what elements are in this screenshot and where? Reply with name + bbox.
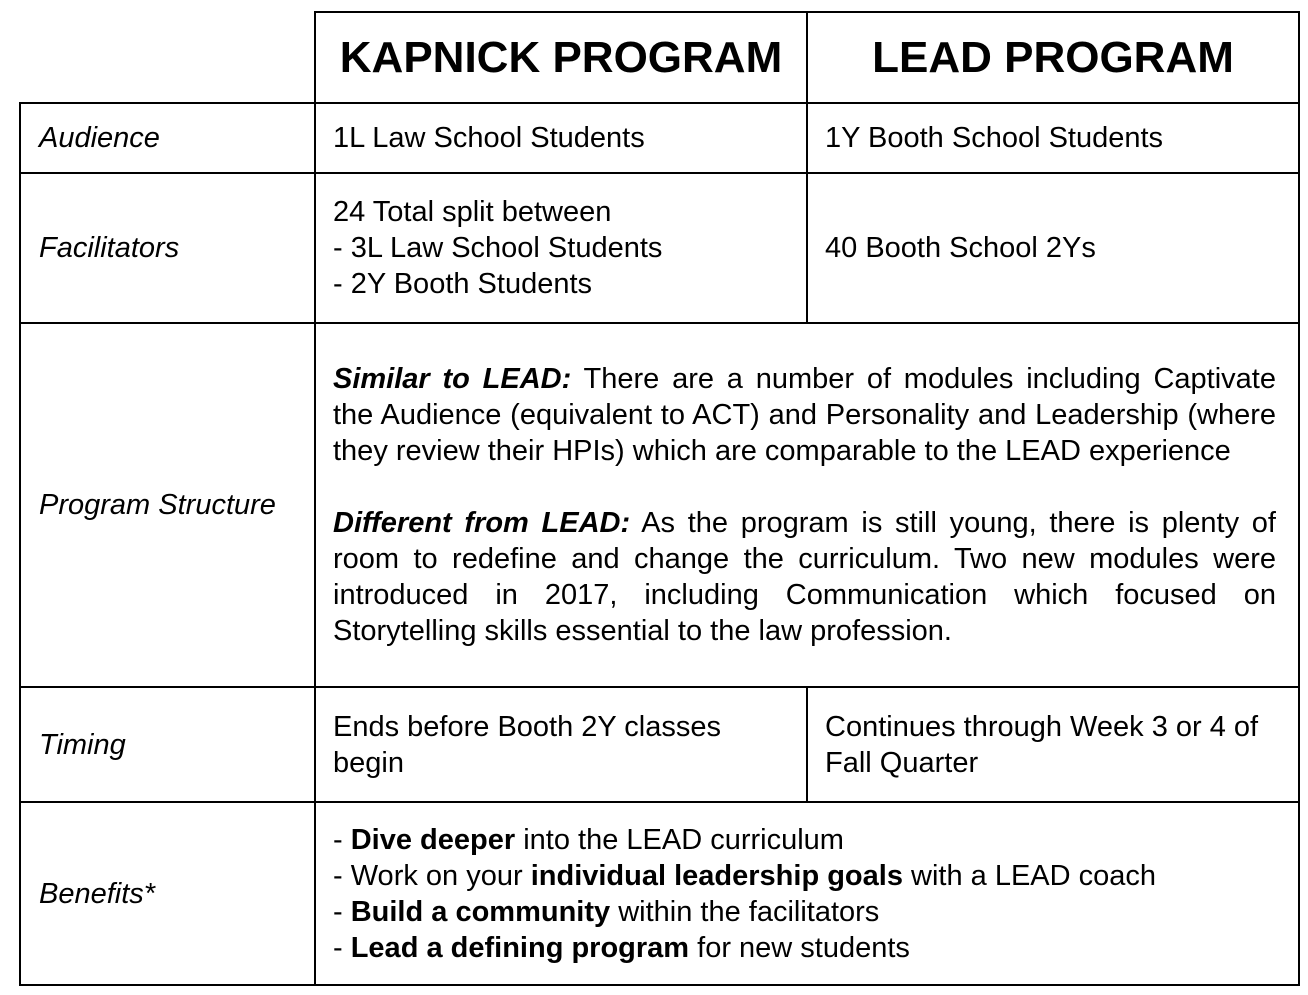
row-label-program-structure: Program Structure <box>39 489 276 521</box>
facilitators-kapnick-line: - 3L Law School Students <box>333 232 663 264</box>
rule-right <box>1298 11 1300 986</box>
header-kapnick-program <box>316 13 806 102</box>
different-from-lead-paragraph <box>333 505 1276 649</box>
benefits-content <box>316 803 1298 984</box>
different-from-lead-heading: Different from LEAD: <box>333 507 631 539</box>
benefit-item: - Work on your individual leadership goals with a LEAD coach <box>333 859 1157 892</box>
row-label-benefits: Benefits* <box>39 877 156 910</box>
facilitators-lead: 40 Booth School 2Ys <box>825 232 1096 264</box>
rule-bottom <box>19 984 1300 986</box>
similar-to-lead-heading: Similar to LEAD: <box>333 363 572 395</box>
audience-kapnick: 1L Law School Students <box>333 122 645 154</box>
program-structure-content <box>316 324 1298 686</box>
audience-lead: 1Y Booth School Students <box>825 122 1164 154</box>
header-lead-text: LEAD PROGRAM <box>872 32 1234 82</box>
header-lead-program <box>808 13 1298 102</box>
different-from-lead-text: As the program is still young, there is plenty of room to redefine and change the curriculum. Two new modules were introduced in 2017, including Communication which focused on Storytelling skills essential to the law profession. <box>333 507 1276 647</box>
header-kapnick-text: KAPNICK PROGRAM <box>339 32 783 82</box>
row-label-facilitators: Facilitators <box>39 232 180 264</box>
facilitators-kapnick-line: 24 Total split between <box>333 196 612 228</box>
timing-lead: Continues through Week 3 or 4 of Fall Quarter <box>825 710 1259 779</box>
benefit-item: - Dive deeper into the LEAD curriculum <box>333 823 844 856</box>
timing-kapnick: Ends before Booth 2Y classes begin <box>333 710 721 779</box>
benefit-item: - Lead a defining program for new students <box>333 931 910 964</box>
facilitators-kapnick <box>316 174 806 322</box>
similar-to-lead-text: There are a number of modules including Captivate the Audience (equivalent to ACT) and Personality and Leadership (where they review their HPIs) which are comparable to the LEAD experience <box>333 363 1276 467</box>
benefit-item: - Build a community within the facilitators <box>333 895 880 928</box>
row-label-audience: Audience <box>39 122 160 154</box>
facilitators-kapnick-line: - 2Y Booth Students <box>333 268 593 300</box>
row-label-timing: Timing <box>39 728 126 761</box>
similar-to-lead-paragraph <box>333 361 1276 469</box>
